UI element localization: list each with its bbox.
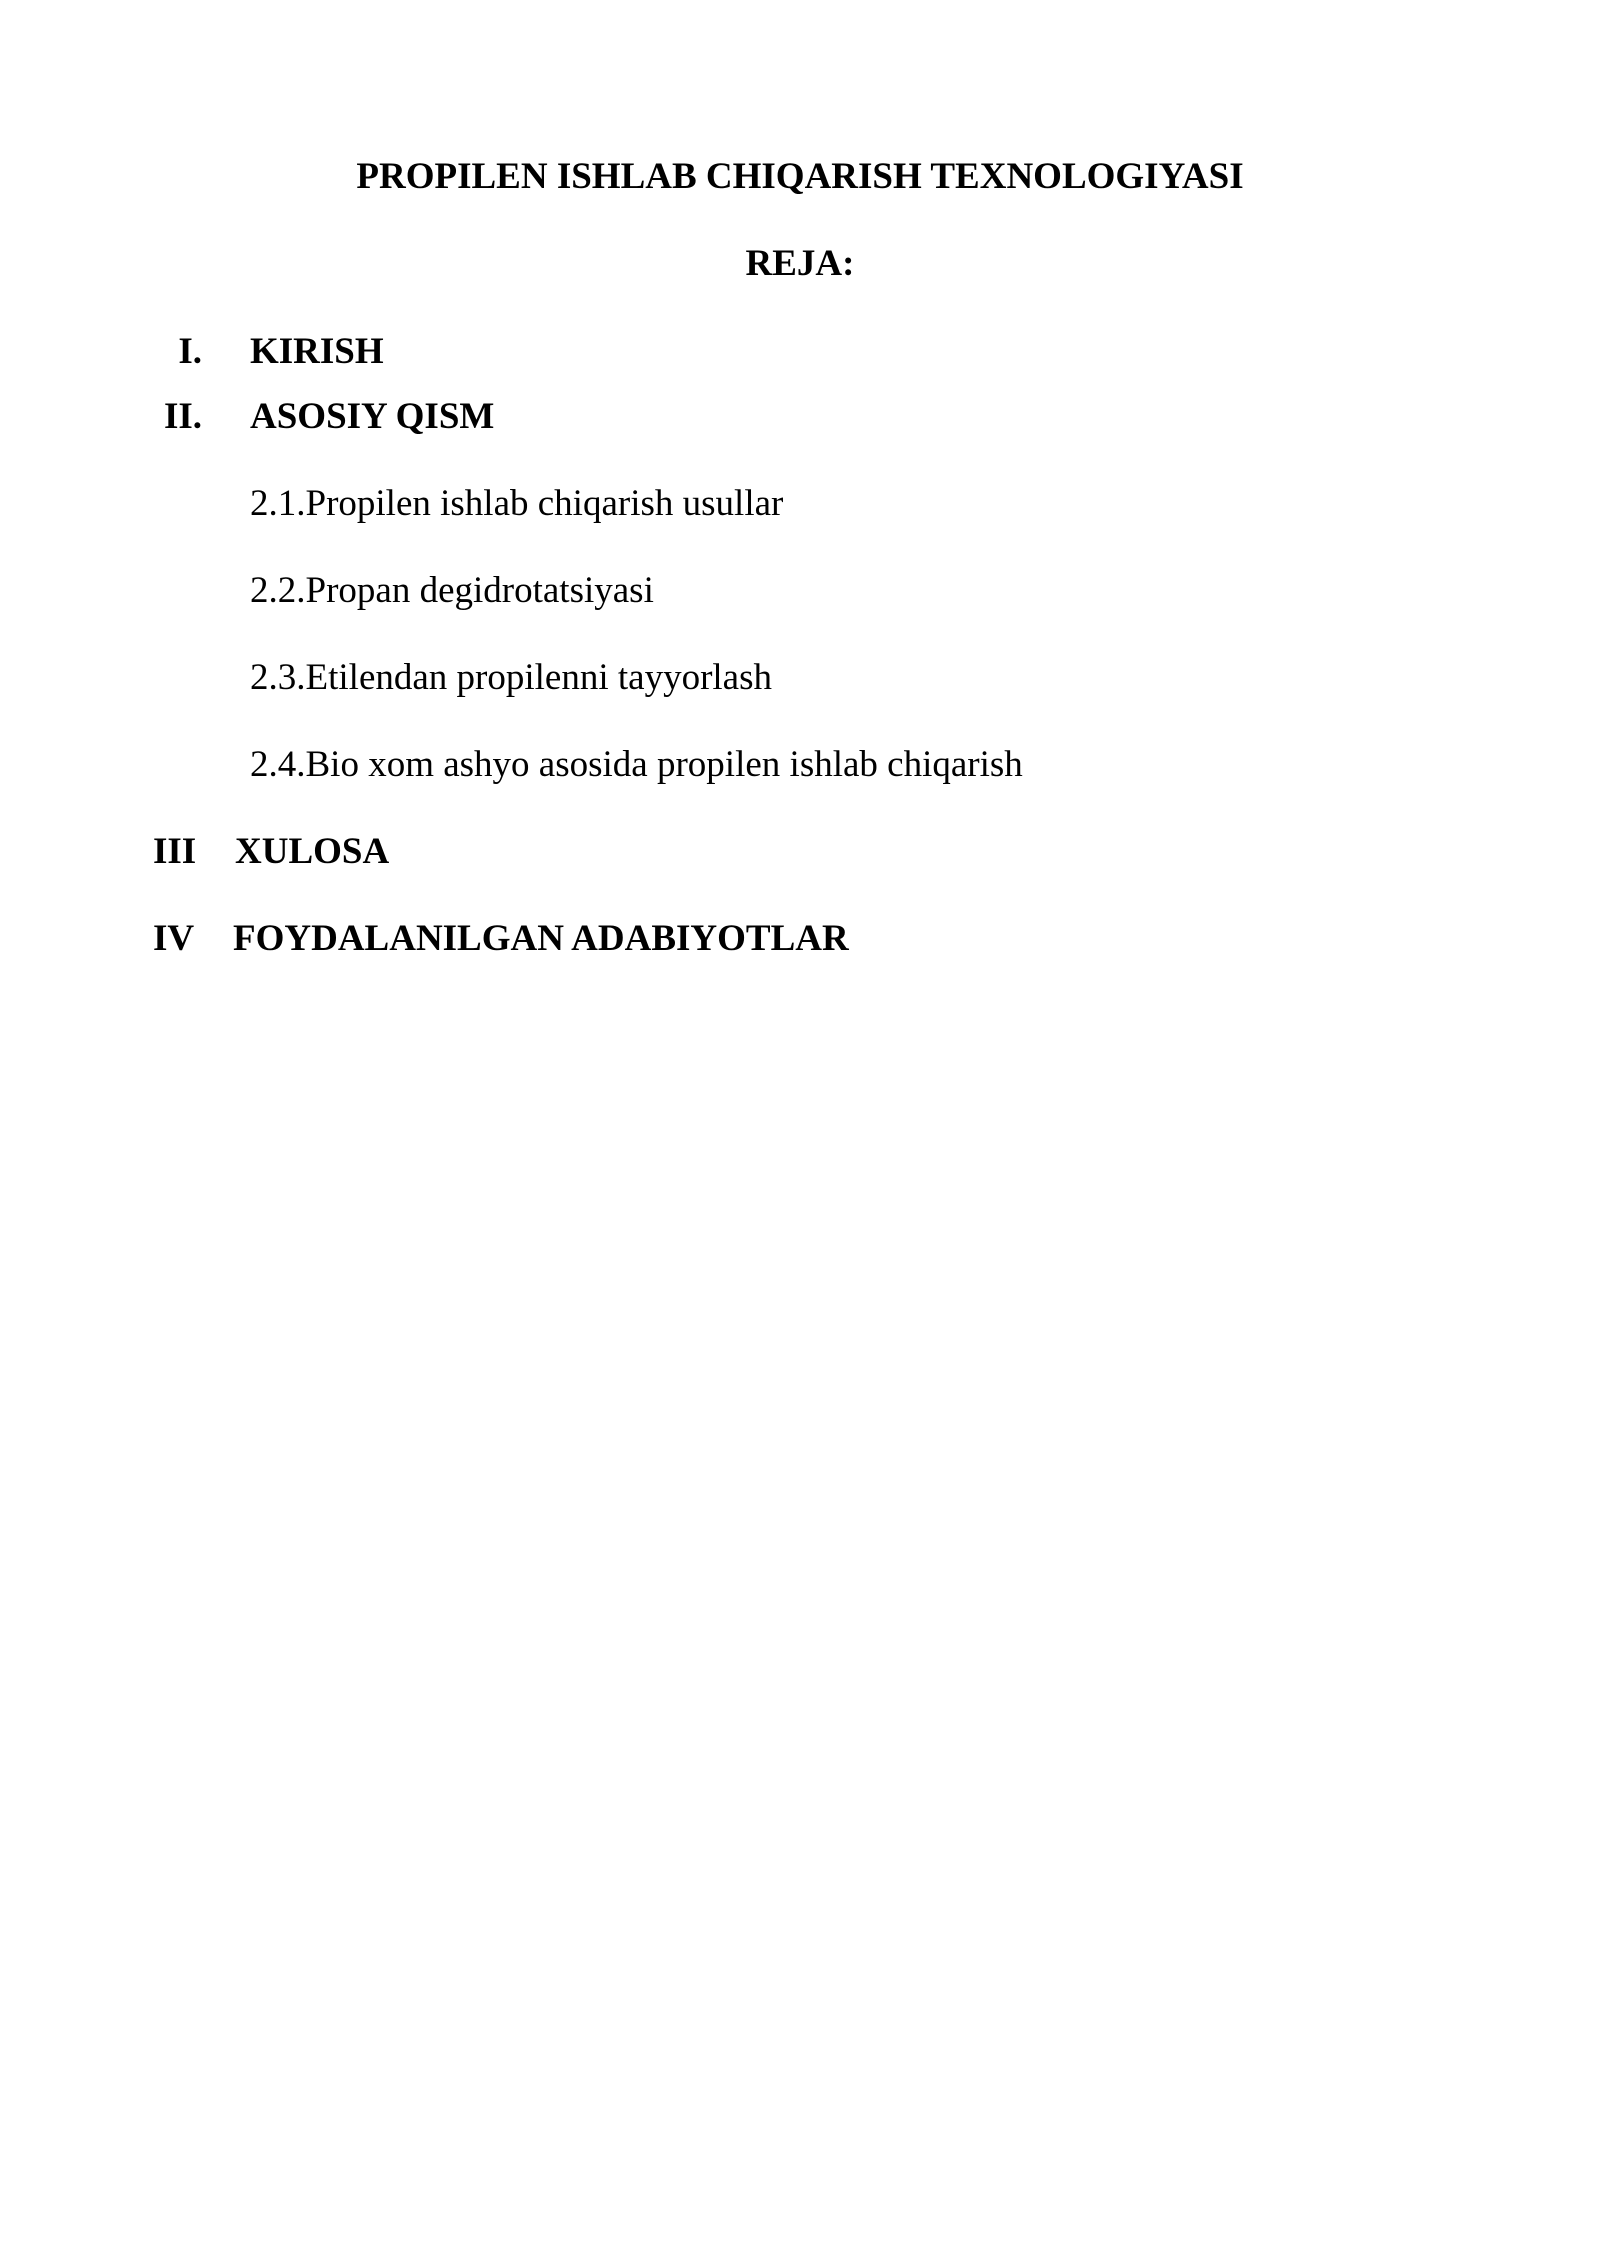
plan-heading: REJA: — [745, 243, 855, 284]
section-numeral-1: I. — [178, 331, 202, 372]
section-numeral-2: II. — [163, 396, 202, 437]
section-title-kirish: KIRISH — [250, 331, 384, 372]
section-title-foydalanilgan-adabiyotlar: FOYDALANILGAN ADABIYOTLAR — [233, 918, 849, 959]
document-title: PROPILEN ISHLAB CHIQARISH TEXNOLOGIYASI — [356, 156, 1244, 197]
section-title-asosiy-qism: ASOSIY QISM — [250, 396, 495, 437]
section-numeral-4: IV — [153, 918, 195, 959]
subsection-2-3: 2.3.Etilendan propilenni tayyorlash — [250, 657, 772, 698]
section-title-xulosa: XULOSA — [235, 831, 390, 872]
subsection-2-4: 2.4.Bio xom ashyo asosida propilen ishlab chiqarish — [250, 744, 1023, 785]
subsection-2-1: 2.1.Propilen ishlab chiqarish usullar — [250, 483, 784, 524]
subsection-2-2: 2.2.Propan degidrotatsiyasi — [250, 570, 654, 611]
section-numeral-3: III — [153, 831, 197, 872]
